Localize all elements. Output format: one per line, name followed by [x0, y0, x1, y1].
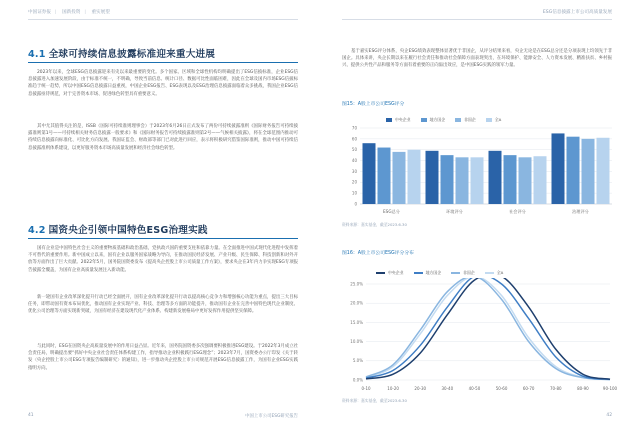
figure-caption: 图15：A股上市公司ESG评分	[342, 102, 405, 107]
body-paragraph: 其中尤其值得关注的是，ISSB（国际可持续准则理事会）于2023年6月26日正式发布了两份可持续披露准则《国际财务报告可持续披露准则第1号——可持续相关财务信息披露一般要求》和《国际财务报告可持续披露准则第2号——气候相关披露》，将在全球范围内推动可持续信息披露向标准化、可比化方向发展。我国证监会、财政部等部门已对此进行回应，表示将积极研究借鉴国际准则，推动中国可持续信息披露准则体系建设，以更好服务资本市场高质量发展和经济社会绿色转型。	[28, 124, 298, 151]
section-divider	[28, 62, 298, 63]
legend-swatch	[386, 118, 392, 122]
y-tick-label: 20	[351, 179, 357, 185]
body-paragraph: 与此同时，ESG在国资央企高质量发展中的作用日益凸显。近年来，国务院国资委多次强调要积极推进ESG建设。于2022年3月成立社会责任局，明确提出要“抓好中央企业社会责任体系构建工作，指导推动企业积极践行ESG理念”；2023年7月，国资委办公厅印发《关于转发〈央企控股上市公司ESG专项报告编制研究〉的通知》，进一步推动央企控股上市公司规范开展ESG信息披露工作，为国有企业ESG实践指明方向。	[28, 344, 298, 371]
bar	[567, 137, 580, 204]
header-title: ESG信息披露上市公司高质量发展	[542, 10, 612, 15]
x-tick-label: 0-10	[361, 386, 371, 391]
header-item[interactable]: 国新投资	[62, 10, 81, 15]
section-divider	[28, 238, 298, 239]
legend-item	[486, 117, 502, 123]
bar-chart	[342, 124, 618, 216]
bar	[471, 157, 484, 204]
y-tick-label: 25.0%	[350, 281, 363, 287]
y-tick-label: 0	[354, 201, 357, 207]
y-tick-label: 30	[351, 168, 357, 174]
section-heading: 国资央企引领中国特色ESG治理实践	[48, 225, 208, 236]
figure-caption: 图16：A股上市公司ESG评分分布	[342, 251, 414, 256]
bar	[393, 152, 406, 204]
figure-source: 资料来源：嘉实基金，截至2023.6.30	[342, 222, 407, 227]
legend-swatch	[485, 272, 494, 273]
x-tick-label: 60-70	[522, 386, 535, 391]
bar	[378, 148, 391, 204]
legend-item	[451, 270, 475, 276]
x-tick-label: 90-100	[602, 386, 618, 391]
legend-label: 非国企	[464, 117, 476, 122]
bar	[426, 151, 439, 204]
y-tick-label: 15.0%	[350, 319, 363, 325]
legend-swatch	[455, 118, 461, 122]
legend-item	[485, 270, 504, 276]
y-tick-label: 10.0%	[350, 339, 363, 344]
bar	[408, 150, 421, 204]
body-paragraph: 2023年以来，全球ESG信息披露迎来有史以来最重要的变化。多个国家、区域和全球性机构均明确提出了ESG信披标准，企业ESG信息披露进入加速发展阶段，由于标准不统一，不明确，导致当前信息、统计口径、数据可比性面临困难，因此在全球及国内市场ESG信披标准趋于统一趋势，所以中国ESG信息披露日益重视，中国企业ESG报告、ESG表现以及ESG治理信息披露面临着众多挑战，我国企业ESG信息披露亟待规范，对于完善资本市场、促进绿色转型具有重要意义。	[28, 70, 298, 97]
header-item[interactable]: 中国证券报	[28, 10, 51, 15]
figure-source: 资料来源：嘉实基金，截至2023.6.30	[342, 398, 407, 403]
header-item[interactable]: 重实展望	[91, 10, 110, 15]
x-tick-label: 50-60	[495, 386, 508, 391]
y-tick-label: 70	[351, 125, 357, 131]
legend-label: 中央企业	[388, 270, 404, 275]
x-tick-label: 40-50	[468, 386, 481, 391]
bar	[519, 157, 532, 204]
header-nav: 中国证券报 | 国新投资 | 重实展望	[28, 10, 110, 15]
series-line	[366, 278, 610, 379]
legend-label: 全A	[494, 117, 502, 122]
right-page	[320, 0, 640, 434]
legend-label: 全A	[496, 270, 504, 275]
body-paragraph: 国有企业是中国特色社会主义的重要物质基础和政治基础，党执政兴国的重要支柱和依靠力量。在全面推进中国式现代化进程中发挥着不可替代的重要作用。新中国成立以来，国有企业以服务国家战略为导向，在推动国民经济发展、产业升级、民生保障、科技创新和对外开放等方面作出了巨大贡献。2022年5月，国务院国资委发布《提高央企控股上市公司质量工作方案》，要求央企在3年内力争实现ESG专项报告披露全覆盖，为国有企业高质量发展注入新动能。	[28, 246, 298, 273]
legend-item	[455, 117, 476, 123]
y-tick-label: 40	[351, 157, 357, 163]
header-divider	[342, 19, 612, 20]
legend-swatch	[486, 118, 492, 122]
y-tick-label: 10	[351, 190, 357, 196]
x-tick-label: 社会评分	[509, 209, 526, 214]
footer-title: 中国上市公司ESG研究报告	[245, 414, 298, 419]
bar	[363, 143, 376, 204]
page-number: 42	[606, 413, 612, 418]
y-tick-label: 5.0%	[352, 358, 363, 364]
x-tick-label: 环境评分	[446, 209, 463, 214]
x-tick-label: 30-40	[441, 386, 454, 391]
section-number: 4.2	[28, 225, 46, 236]
page-number: 41	[28, 413, 34, 418]
legend-swatch	[414, 272, 423, 273]
bar	[456, 157, 469, 204]
body-paragraph: 基于嘉实ESG评分体系，央企ESG绩效表现整体显著优于非国企，从评分结果来看，央企无论是在ESG总分还是分项表现上均领先于非国企。具体来讲，央企长期以来在履行社会责任和推动社会保障方面表现突出，在环境保护、能源安全、人力资本发展、精准扶贫、乡村振兴、提供公共性产品和服务等方面有着重要的正向溢出效应，是中国ESG实践的领军力量。	[342, 49, 612, 69]
section-title-4-2	[28, 222, 208, 236]
bar	[582, 139, 595, 204]
legend-swatch	[451, 272, 460, 273]
bar	[534, 156, 547, 204]
x-tick-label: 20-30	[414, 386, 427, 391]
legend-swatch	[376, 272, 385, 273]
legend-label: 中央企业	[395, 117, 411, 122]
bar	[552, 133, 565, 204]
legend-item	[421, 117, 446, 123]
y-tick-label: 60	[351, 136, 357, 142]
y-tick-label: 0.0%	[352, 377, 363, 383]
bar	[504, 155, 517, 204]
section-number: 4.1	[28, 49, 46, 60]
bar	[597, 138, 610, 204]
legend-swatch	[421, 118, 427, 122]
body-paragraph: 新一轮国有企业改革深化提升行动已经全面展开，国有企业改革深化提升行动以提高核心竞争力和增强核心功能为重点，提出三大目标任务，即带动国有资本布局优化，推动国有企业实现产业、科技、治理等多方面的功能提升，推动国有企业在完善中国特色现代企业制度、优化公司治理等方面实现新突破，为国有经济在建设现代化产业体系、构建新发展格局中更好发挥作用提供坚实保障。	[28, 295, 298, 315]
x-tick-label: ESG总分	[383, 209, 400, 214]
line-chart	[342, 278, 618, 394]
line-chart-legend	[376, 270, 503, 276]
section-heading: 全球可持续信息披露标准迎来重大进展	[48, 49, 216, 60]
x-tick-label: 10-20	[387, 386, 399, 391]
x-tick-label: 80-90	[577, 386, 589, 391]
bar-chart-legend	[386, 117, 501, 123]
header-divider	[28, 19, 298, 20]
legend-label: 地方国企	[429, 117, 446, 122]
section-title-4-1	[28, 46, 215, 60]
x-tick-label: 治理评分	[572, 209, 589, 214]
legend-item	[376, 270, 404, 276]
bar	[489, 151, 502, 204]
legend-item	[414, 270, 442, 276]
y-tick-label: 20.0%	[350, 300, 363, 306]
bar	[441, 155, 454, 204]
legend-item	[386, 117, 411, 123]
legend-label: 地方国企	[425, 270, 442, 275]
y-tick-label: 50	[351, 147, 357, 153]
legend-label: 非国企	[463, 270, 475, 275]
x-tick-label: 70-80	[549, 386, 562, 391]
